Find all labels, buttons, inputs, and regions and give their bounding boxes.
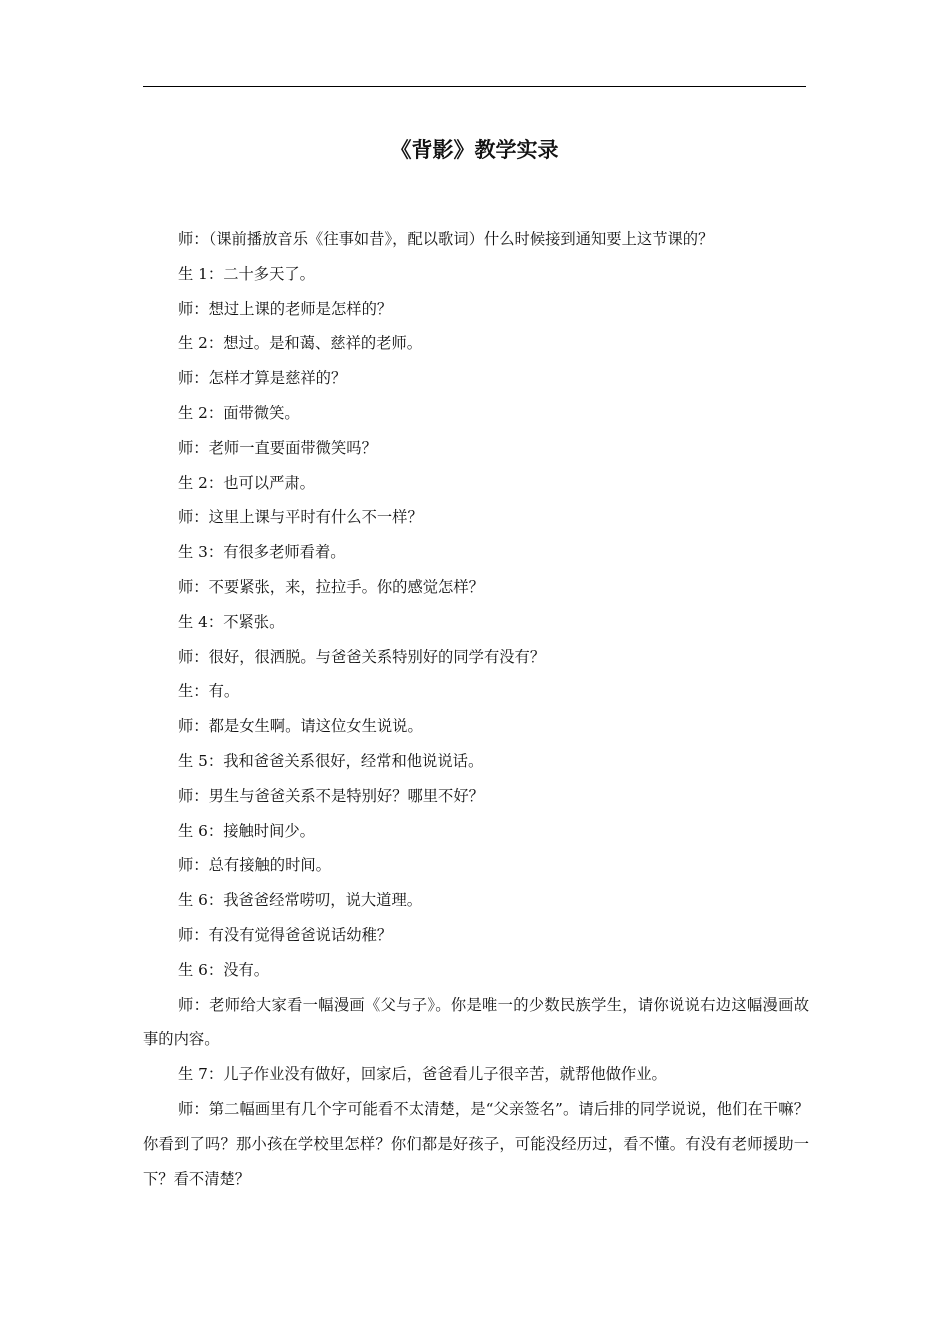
dialogue-line: 生 2：面带微笑。 [178,403,300,422]
dialogue-line: 生 1：二十多天了。 [178,264,315,283]
dialogue-line: 生 6：我爸爸经常唠叨，说大道理。 [178,891,423,910]
dialogue-line: 生 6：没有。 [178,960,270,979]
dialogue-line: 师：总有接触的时间。 [178,856,331,875]
dialogue-line: 生 3：有很多老师看着。 [178,543,346,562]
header-rule [143,86,806,87]
dialogue-line: 师：不要紧张，来，拉拉手。你的感觉怎样？ [178,577,484,596]
dialogue-line: 生 2：想过。是和蔼、慈祥的老师。 [178,334,423,353]
document-title: 《背影》教学实录 [390,138,559,162]
dialogue-line: 师：男生与爸爸关系不是特别好？哪里不好？ [178,786,484,805]
dialogue-line: 师：老师一直要面带微笑吗？ [178,438,377,457]
dialogue-line: 生 7：儿子作业没有做好，回家后，爸爸看儿子很辛苦，就帮他做作业。 [178,1065,667,1084]
document-body [143,222,809,1196]
dialogue-line: 师：有没有觉得爸爸说话幼稚？ [178,925,393,944]
dialogue-line: 师：怎样才算是慈祥的？ [178,369,347,388]
dialogue-line: 生 5：我和爸爸关系很好，经常和他说说话。 [178,751,484,770]
dialogue-line: 生 4：不紧张。 [178,612,285,631]
dialogue-line: 生 6：接触时间少。 [178,821,315,840]
dialogue-line: 师：老师给大家看一幅漫画《父与子》。你是唯一的少数民族学生，请你说说右边这幅漫画故事的内容。 [143,995,809,1049]
dialogue-line: 师：（课前播放音乐《往事如昔》，配以歌词）什么时候接到通知要上这节课的？ [178,230,714,248]
dialogue-line: 师：这里上课与平时有什么不一样？ [178,508,423,527]
dialogue-line: 师：第二幅画里有几个字可能看不太清楚，是“父亲签名”。请后排的同学说说，他们在干嘛？你看到了吗？那小孩在学校里怎样？你们都是好孩子，可能没经历过，看不懂。有没有老师援助一下？看不清楚？ [143,1099,809,1188]
dialogue-line: 师：想过上课的老师是怎样的？ [178,299,393,318]
dialogue-line: 师：很好，很洒脱。与爸爸关系特别好的同学有没有？ [178,647,546,666]
dialogue-line: 生 2：也可以严肃。 [178,473,315,492]
dialogue-line: 生：有。 [178,682,240,701]
dialogue-line: 师：都是女生啊。请这位女生说说。 [178,717,423,736]
